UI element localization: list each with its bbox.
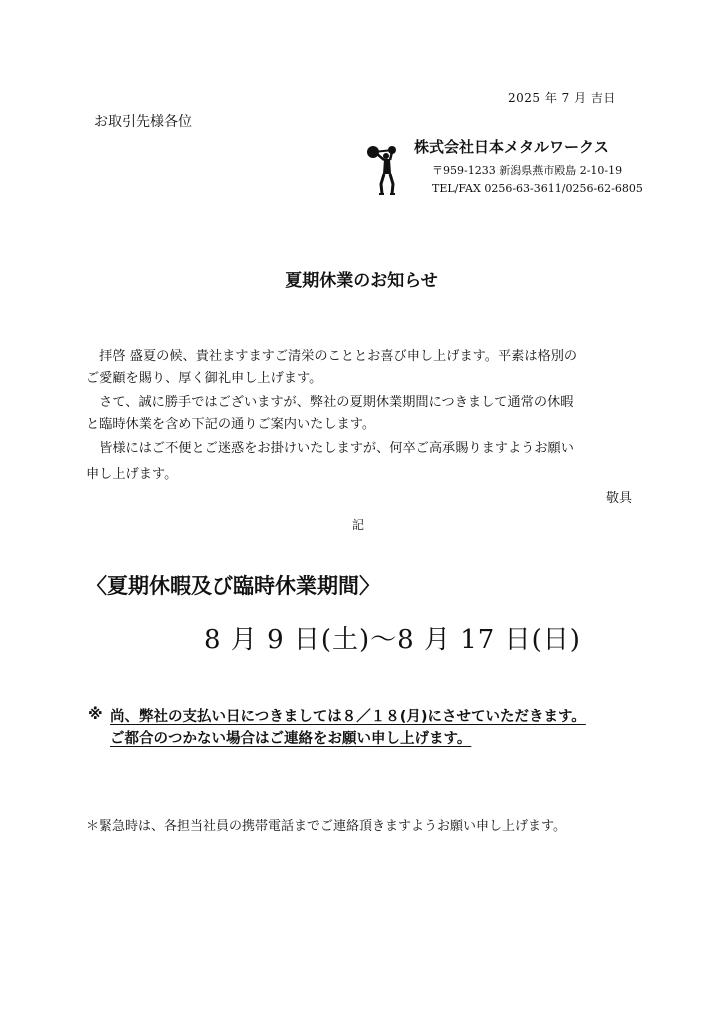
body-line: と臨時休業を含め下記の通りご案内いたします。 xyxy=(86,417,376,432)
period-dates: 8 月 9 日(土)～8 月 17 日(日) xyxy=(204,625,581,655)
body-line: 申し上げます。 xyxy=(86,467,178,482)
emergency-note: ＊緊急時は、各担当社員の携帯電話までご連絡頂きますようお願い申し上げます。 xyxy=(86,819,566,834)
company-address: 〒959-1233 新潟県燕市殿島 2-10-19 xyxy=(432,164,623,177)
page-title: 夏期休業のお知らせ xyxy=(285,271,438,291)
body-line: さて、誠に勝手ではございますが、弊社の夏期休業期間につきまして通常の休暇 xyxy=(86,395,574,410)
contact-note-line: ご都合のつかない場合はご連絡をお願い申し上げます。 xyxy=(110,731,472,747)
weightlifter-silhouette-icon xyxy=(366,144,408,196)
document-date: 2025 年 7 月 吉日 xyxy=(508,91,616,105)
body-line: 皆様にはご不便とご迷惑をお掛けいたしますが、何卒ご高承賜りますようお願い xyxy=(86,441,574,456)
closing-keigu: 敬具 xyxy=(606,491,633,506)
company-telfax: TEL/FAX 0256-63-3611/0256-62-6805 xyxy=(432,182,643,195)
company-name: 株式会社日本メタルワークス xyxy=(414,138,609,156)
body-line: 拝啓 盛夏の候、貴社ますますご清栄のこととお喜び申し上げます。平素は格別の xyxy=(86,349,578,364)
period-heading: 〈夏期休暇及び臨時休業期間〉 xyxy=(86,574,380,598)
recipient: お取引先様各位 xyxy=(94,114,192,130)
note-mark: ※ xyxy=(88,705,103,723)
body-line: ご愛顧を賜り、厚く御礼申し上げます。 xyxy=(86,371,323,386)
ki-marker: 記 xyxy=(352,518,365,532)
payment-note-line: 尚、弊社の支払い日につきましては８／１８(月)にさせていただきます。 xyxy=(110,709,586,725)
